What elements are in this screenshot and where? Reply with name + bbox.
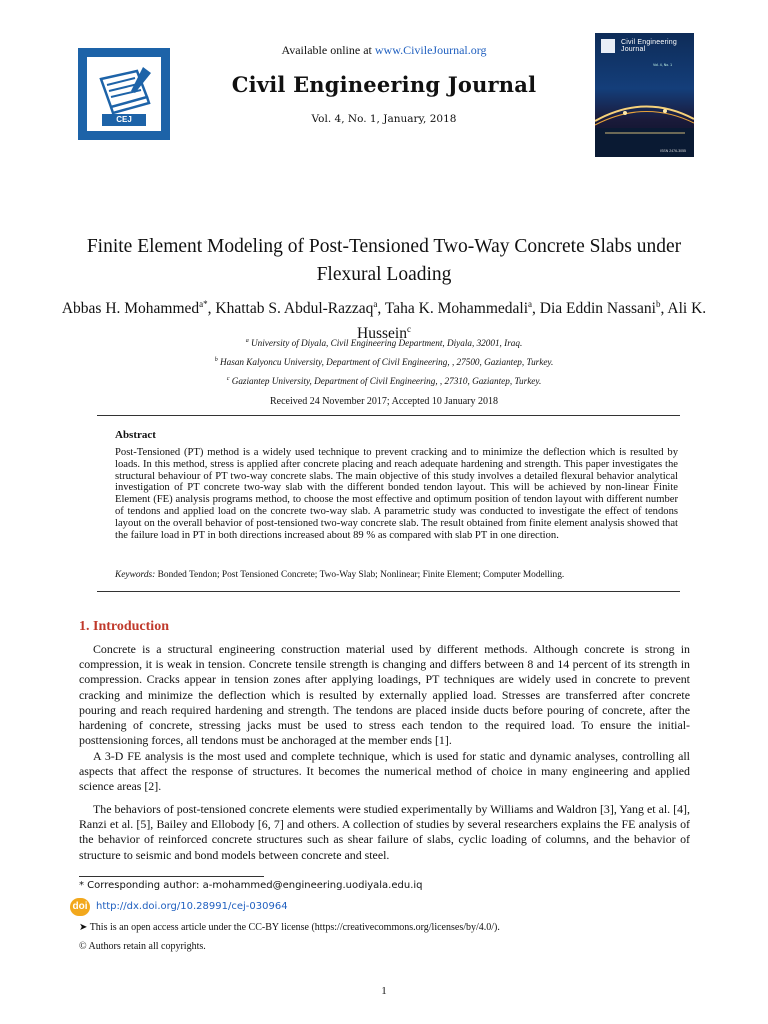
author-name: Ali K. Hussein [357,300,707,343]
keywords-list: Bonded Tendon; Post Tensioned Concrete; Two-Way Slab; Nonlinear; Finite Element; Computer Modelling. [155,570,565,580]
journal-website-link[interactable]: www.CivileJournal.org [374,43,487,57]
author-affiliation-mark: b [656,299,661,309]
author-list: Abbas H. Mohammed$^{a*}$, Khattab S. Abdul-Razzaq$^a$, Taha K. Mohammedali$^a$, Dia Eddin Nassani$^b$, Ali K. Hussein$^c$ [61,299,707,343]
author-affiliation-mark: c [406,324,411,335]
journal-name: Civil Engineering Journal [231,72,537,97]
corresponding-author: * Corresponding author: a-mohammed@engineering.uodiyala.edu.iq [79,880,423,891]
section-heading-introduction: 1. Introduction [79,619,169,634]
footnote-rule [79,876,264,877]
abstract-bottom-rule [97,591,680,592]
author-name: Dia Eddin Nassani [539,300,656,318]
abstract-heading: Abstract [115,429,156,441]
intro-paragraph-3: The behaviors of post-tensioned concrete elements were studied experimentally by Williams and Waldron [3], Yang et al. [4], Ranzi et al. [5], Bailey and Ellobody [6, 7] and others. A collection of studies by several researchers explains the FE analysis of the behavior of reinforced concrete structures such as shear failure of slabs, cyclic loading of columns, and the behavior of structure to seismic and bond models between concrete and steel. [79,802,690,862]
doi-link[interactable]: http://dx.doi.org/10.28991/cej-030964 [96,901,288,912]
affiliation-c: $^c$ Gaziantep University, Department of Civil Engineering, , 27310, Gaziantep, Turkey. [226,376,542,387]
logo-text: CEJ [116,115,132,124]
author-affiliation-mark: a [373,299,378,309]
affiliation-b: $^b$ Hasan Kalyoncu University, Department of Civil Engineering, , 27500, Gaziantep, Turkey. [214,357,554,368]
keywords [115,570,678,580]
abstract-top-rule [97,415,680,416]
article-title: Finite Element Modeling of Post-Tensioned Two-Way Concrete Slabs under Flexural Loading [86,236,682,285]
intro-paragraph-1: Concrete is a structural engineering construction material used by different methods. Although concrete is strong in compression, it is weak in tension. Concrete tensile strength is changing and differs between 8 and 14 percent of its strength in compression. Cracks appear in tension zones after applying loadings, PT techniques are widely used in concrete to prevent cracking and minimize the deflection which is resulted by externally applied load. Stresses are transferred after concrete pouring and reach required hardening and strength. The tendons are placed inside ducts before pouring of concrete, after the hardening of concrete, stressing jacks must be used to stress each tendon to the required load. To ensure the initial-posttensioning forces, all tendons must be anchoraged at the member ends [1]. [79,642,690,748]
bridge-night-photo [595,33,694,157]
cover-issn: ISSN 2476-3055 [660,149,686,153]
cover-title: Civil Engineering Journal [621,39,677,53]
author-name: Taha K. Mohammedali [384,300,529,318]
copyright-note: © Authors retain all copyrights. [79,941,206,952]
affiliation-a: $^a$ University of Diyala, Civil Engineering Department, Diyala, 32001, Iraq. [245,338,523,349]
available-prefix: Available online at [281,43,375,57]
doi-icon: doi [70,898,90,916]
author-name: Khattab S. Abdul-Razzaq [215,300,374,318]
intro-paragraph-2: A 3-D FE analysis is the most used and complete technique, which is used for static and dynamic analyses, controlling all aspects that affect the response of structures. It becomes the numerical method of choice in many engineering and applied science areas [2]. [79,749,690,794]
received-dates: Received 24 November 2017; Accepted 10 January 2018 [270,396,498,407]
page-number: 1 [381,985,387,997]
journal-cover-image [595,33,694,157]
author-name: Abbas H. Mohammed [61,300,200,318]
keywords-label: Keywords: [115,570,156,580]
author-affiliation-mark: a* [199,299,208,309]
abstract-text: Post-Tensioned (PT) method is a widely used technique to prevent cracking and to minimize the deflection which is resulted by loads. In this method, stress is applied after concrete placing and reach adequate hardening and strength. This paper investigates the structural behaviour of PT two-way concrete slabs. The main objective of this study involves a detailed flexural behavior analytical investigation of PT concrete two-way slab with the different bonded tendon layout. This will be achieved by non-linear Finite Element (FE) analysis programs method, to choose the most effective and optimum position of tendon layout with different number of tendons and applied load on the concrete two-way slab. A parametric study was conducted to investigate the effect of tendons layout on the overall behavior of post-tensioned two-way concrete slab. The result obtained from finite element analysis showed that the failure load in PT in both directions increased about 89 % as compared with slab PT in one direction. [115,447,678,541]
cover-volume: Vol. 4, No. 1 [653,63,673,67]
license-note: ➤ This is an open access article under the CC-BY license (https://creativecommons.org/licenses/by/4.0/). [79,922,500,933]
author-affiliation-mark: a [528,299,533,309]
volume-info: Vol. 4, No. 1, January, 2018 [311,113,457,125]
